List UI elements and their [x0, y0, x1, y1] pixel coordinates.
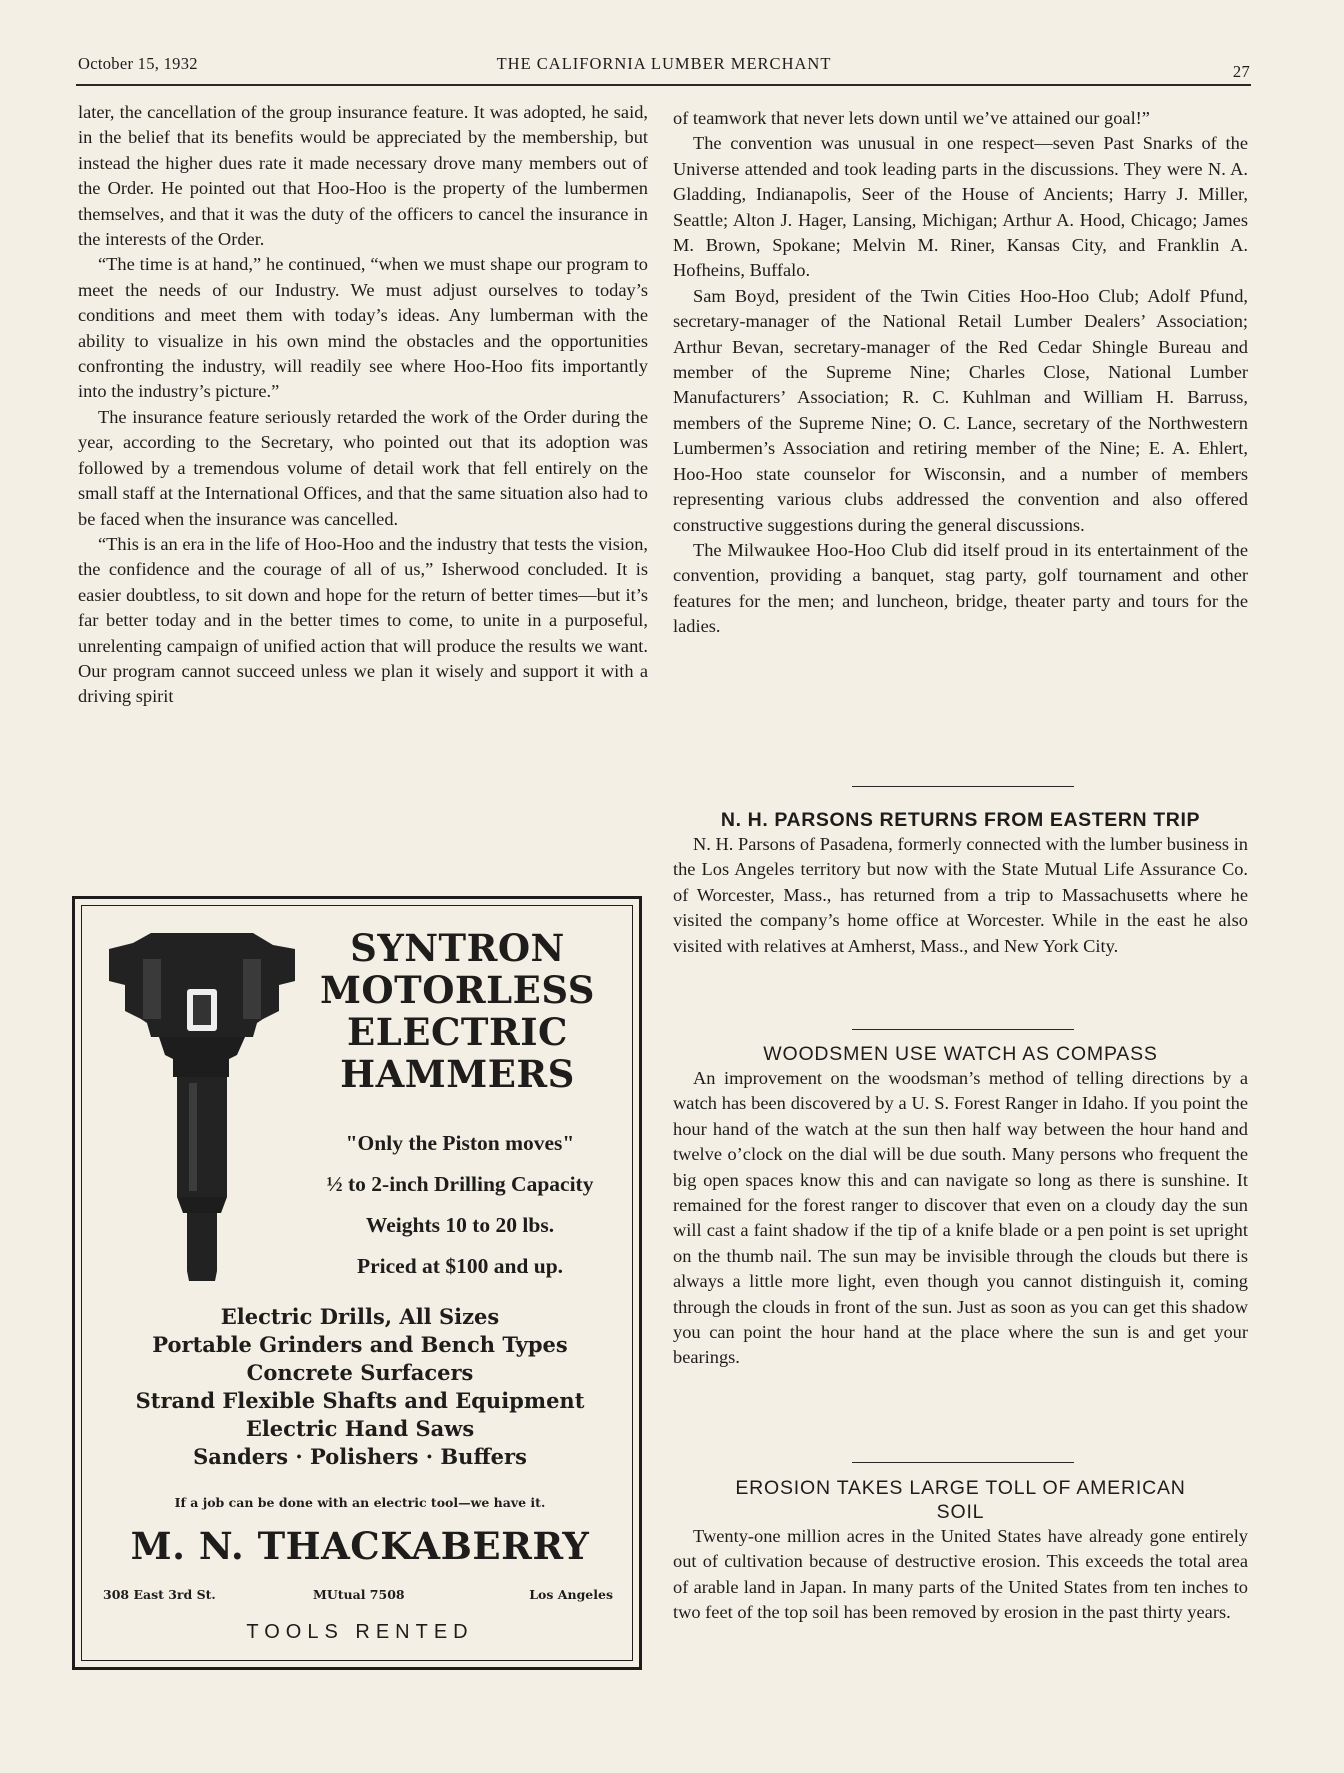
- ad-phone: MUtual 7508: [313, 1587, 405, 1602]
- paragraph: The convention was unusual in one respect—seven Past Snarks of the Universe attended and took leading parts in the discussions. They were N. A. Gladding, Indianapolis, Seer of the House of Ancients; Harry J. Miller, Seattle; Alton J. Hager, Lansing, Michigan; Arthur A. Hood, Chicago; James M. Brown, Spokane; Melvin M. Riner, Kansas City, and Franklin A. Hofheins, Buffalo.: [673, 133, 1248, 281]
- article-headline: WOODSMEN USE WATCH AS COMPASS: [763, 1043, 1158, 1065]
- article-body: An improvement on the woodsman’s method of telling directions by a watch has been discovered by a U. S. Forest Ranger in Idaho. If you point the hour hand of the watch at the sun then half way between the hour hand and twelve o’clock on the dial will be due south. Many persons who frequent the big open spaces know this and can navigate so long as there is sunshine. It remained for the forest ranger to discover that even on a cloudy day the sun will cast a faint shadow if the tip of a knife blade or a pen point is set upright on the thumb nail. The sun may be invisible through the clouds but there is always a little more light, even though you cannot distinguish it, coming through the clouds in front of the sun. Just as soon as you can get this shadow you can point the hour hand at the place where the sun is and get your bearings.: [673, 1068, 1248, 1368]
- ad-product: Concrete Surfacers: [246, 1360, 474, 1385]
- ad-title-line: SYNTRON: [350, 926, 565, 970]
- article-parsons: [673, 808, 1248, 959]
- ad-spec: "Only the Piston moves": [345, 1131, 575, 1155]
- article-headline-line1: EROSION TAKES LARGE TOLL OF AMERICAN: [735, 1477, 1186, 1499]
- ad-product: Sanders · Polishers · Buffers: [193, 1444, 527, 1469]
- article-body: Twenty-one million acres in the United States have already gone entirely out of cultivation because of destructive erosion. This exceeds the total area of arable land in Japan. In many parts of the United States from ten inches to two feet of the top soil has been removed by erosion in the past thirty years.: [673, 1526, 1248, 1623]
- ad-address: 308 East 3rd St.: [103, 1587, 216, 1602]
- ad-product: Portable Grinders and Bench Types: [152, 1332, 568, 1357]
- article-body: N. H. Parsons of Pasadena, formerly connected with the lumber business in the Los Angeles territory but now with the State Mutual Life Assurance Co. of Worcester, Mass., has returned from a trip to Massachusetts where he visited the company’s home office at Worcester. While in the east he also visited with relatives at Amherst, Mass., and New York City.: [673, 834, 1248, 956]
- paragraph: The Milwaukee Hoo-Hoo Club did itself proud in its entertainment of the convention, providing a banquet, stag party, golf tournament and other features for the men; and luncheon, bridge, theater party and tours for the ladies.: [673, 539, 1248, 637]
- paragraph: “The time is at hand,” he continued, “when we must shape our program to meet the needs of our Industry. We must adjust ourselves to today’s conditions and meet them with today’s ideas. Any lumberman with the ability to visualize in his own mind the obstacles and the opportunities confronting the industry, will readily see where Hoo-Hoo fits importantly into the industry’s picture.”: [78, 254, 648, 402]
- ad-city: Los Angeles: [529, 1587, 613, 1602]
- paragraph: “This is an era in the life of Hoo-Hoo and the industry that tests the vision, the confidence and the courage of all of us,” Isherwood concluded. It is easier doubtless, to sit down and hope for the return of better times—but it’s far better today and in the better times to come, to unite in a purposeful, unrelenting campaign of unified action that will produce the results we want. Our program cannot succeed unless we plan it wisely and support it with a driving spirit: [78, 533, 648, 707]
- page-header: [78, 54, 1250, 84]
- article-erosion: [673, 1476, 1248, 1626]
- ad-product: Electric Hand Saws: [245, 1416, 475, 1441]
- syntron-advertisement: [72, 896, 642, 1670]
- article-headline-line2: SOIL: [936, 1501, 985, 1523]
- ad-title-line: HAMMERS: [340, 1052, 575, 1096]
- ad-spec: ½ to 2-inch Drilling Capacity: [326, 1172, 594, 1196]
- ad-product: Strand Flexible Shafts and Equipment: [135, 1388, 585, 1413]
- publication-title: THE CALIFORNIA LUMBER MERCHANT: [496, 54, 832, 73]
- article-separator: [852, 1029, 1074, 1030]
- ad-title-line: ELECTRIC: [347, 1010, 568, 1054]
- ad-title: [275, 927, 640, 1095]
- right-column-text: [673, 106, 1248, 640]
- paragraph: later, the cancellation of the group insurance feature. It was adopted, he said, in the belief that its benefits would be appreciated by the membership, but instead the higher dues rate it made necessary drove many members out of the Order. He pointed out that Hoo-Hoo is the property of the lumbermen themselves, and that it was the duty of the officers to cancel the insurance in the interests of the Order.: [78, 102, 648, 250]
- ad-title-line: MOTORLESS: [319, 968, 596, 1012]
- paragraph: The insurance feature seriously retarded the work of the Order during the year, according to the Secretary, who pointed out that its adoption was followed by a tremendous volume of detail work that fell entirely on the small staff at the International Offices, and that the same situation also had to be faced when the insurance was cancelled.: [78, 406, 648, 529]
- page-number: 27: [1232, 62, 1250, 81]
- article-separator: [852, 786, 1074, 787]
- header-rule: [76, 84, 1251, 86]
- ad-product-list: [85, 1303, 635, 1471]
- ad-spec: Priced at $100 and up.: [356, 1254, 564, 1278]
- ad-slogan: If a job can be done with an electric tool—we have it.: [174, 1495, 546, 1510]
- ad-product: Electric Drills, All Sizes: [220, 1304, 500, 1329]
- article-woodsmen: [673, 1042, 1248, 1371]
- ad-tools-rented: TOOLS RENTED: [246, 1621, 474, 1643]
- ad-company-name: M. N. THACKABERRY: [130, 1524, 590, 1568]
- article-separator: [852, 1462, 1074, 1463]
- left-column-text: [78, 100, 648, 710]
- electric-hammer-illustration: [103, 919, 303, 1289]
- article-headline: N. H. PARSONS RETURNS FROM EASTERN TRIP: [720, 809, 1201, 831]
- paragraph: of teamwork that never lets down until we’ve attained our goal!”: [673, 108, 1150, 128]
- paragraph: Sam Boyd, president of the Twin Cities Hoo-Hoo Club; Adolf Pfund, secretary-manager of the National Retail Lumber Dealers’ Association; Arthur Bevan, secretary-manager of the Red Cedar Shingle Bureau and member of the Supreme Nine; Charles Close, National Lumber Manufacturers’ Association; R. C. Kuhlman and William H. Barruss, members of the Supreme Nine; O. C. Lance, secretary of the Northwestern Lumbermen’s Association and retiring member of the Nine; E. A. Ehlert, Hoo-Hoo state counselor for Wisconsin, and a number of members representing various clubs addressed the convention and also offered constructive suggestions during the general discussions.: [673, 285, 1248, 535]
- issue-date: October 15, 1932: [78, 54, 198, 73]
- ad-spec: Weights 10 to 20 lbs.: [365, 1213, 555, 1237]
